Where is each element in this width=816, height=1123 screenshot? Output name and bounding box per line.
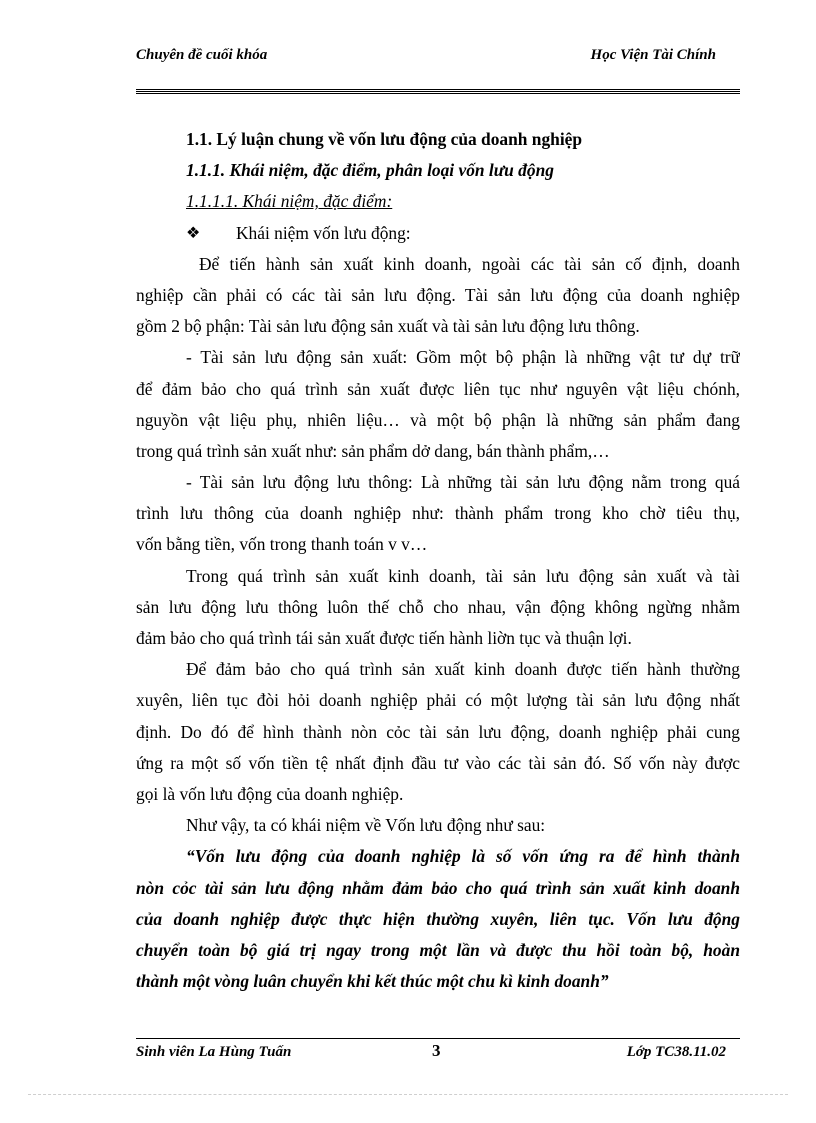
heading-3: 1.1.1.1. Khái niệm, đặc điểm: xyxy=(186,191,393,212)
header-left-title: Chuyên đề cuối khóa xyxy=(136,47,268,63)
paragraph-line: định. Do đó để hình thành nòn cỏc tài sản lưu động, doanh nghiệp phải cung xyxy=(136,721,740,742)
paragraph-line: Để đảm bảo cho quá trình sản xuất kinh doanh được tiến hành thường xyxy=(186,659,740,680)
footer-class-code: Lớp TC38.11.02 xyxy=(626,1044,726,1060)
footer-student-name: Sinh viên La Hùng Tuấn xyxy=(136,1044,292,1060)
paragraph-line: Như vậy, ta có khái niệm về Vốn lưu động như sau: xyxy=(186,815,546,836)
quote-line: của doanh nghiệp được thực hiện thường xuyên, liên tục. Vốn lưu động xyxy=(136,908,740,929)
paragraph-line: Trong quá trình sản xuất kinh doanh, tài sản lưu động sản xuất và tài xyxy=(186,565,740,586)
header-rule-mid xyxy=(136,91,740,92)
paragraph-line: - Tài sản lưu động sản xuất: Gồm một bộ phận là những vật tư dự trữ xyxy=(186,347,740,368)
quote-line: “Vốn lưu động của doanh nghiệp là số vốn ứng ra để hình thành xyxy=(186,846,740,867)
document-body xyxy=(136,124,740,997)
paragraph-line: nghiệp cần phải có các tài sản lưu động. Tài sản lưu động của doanh nghiệp xyxy=(136,284,740,305)
paragraph-line: đảm bảo cho quá trình tái sản xuất được tiến hành liờn tục và thuận lợi. xyxy=(136,628,632,648)
paragraph-line: vốn bằng tiền, vốn trong thanh toán v v… xyxy=(136,534,428,555)
quote-line: nòn cỏc tài sản lưu động nhằm đảm bảo cho quá trình sản xuất kinh doanh xyxy=(136,877,740,898)
heading-1: 1.1. Lý luận chung về vốn lưu động của doanh nghiệp xyxy=(186,129,583,149)
page-boundary-divider xyxy=(28,1094,788,1095)
page-number: 3 xyxy=(432,1041,441,1060)
bullet-text: Khái niệm vốn lưu động: xyxy=(236,222,411,243)
paragraph-line: ứng ra một số vốn tiền tệ nhất định đầu tư vào các tài sản đó. Số vốn này được xyxy=(136,752,740,773)
paragraph-line: Để tiến hành sản xuất kinh doanh, ngoài các tài sản cố định, doanh xyxy=(199,253,740,274)
bullet-item xyxy=(136,218,740,249)
page-header xyxy=(136,47,738,71)
paragraph-line: trình lưu thông của doanh nghiệp như: thành phẩm trong kho chờ tiêu thụ, xyxy=(136,503,740,524)
header-right-title: Học Viện Tài Chính xyxy=(590,47,716,63)
quote-line: chuyển toàn bộ giá trị ngay trong một lần và được thu hồi toàn bộ, hoàn xyxy=(136,939,740,960)
heading-2: 1.1.1. Khái niệm, đặc điểm, phân loại vốn lưu động xyxy=(186,160,554,181)
paragraph-line: nguyồn vật liệu phụ, nhiên liệu… và một bộ phận là những sản phẩm đang xyxy=(136,409,740,430)
diamond-bullet-icon: ❖ xyxy=(186,224,201,242)
paragraph-line: gồm 2 bộ phận: Tài sản lưu động sản xuất và tài sản lưu động lưu thông. xyxy=(136,316,640,337)
quote-line: thành một vòng luân chuyển khi kết thúc một chu kì kinh doanh” xyxy=(136,971,609,992)
paragraph-line: gọi là vốn lưu động của doanh nghiệp. xyxy=(136,783,404,804)
paragraph-line: xuyên, liên tục đòi hỏi doanh nghiệp phải có một lượng tài sản lưu động nhất xyxy=(136,690,740,711)
paragraph-line: - Tài sản lưu động lưu thông: Là những tài sản lưu động nằm trong quá xyxy=(186,472,740,493)
header-rule-bottom xyxy=(136,93,740,94)
header-rule-top xyxy=(136,89,740,90)
paragraph-line: để đảm bảo cho quá trình sản xuất được liên tục như nguyên vật liệu chónh, xyxy=(136,378,740,399)
paragraph-line: trong quá trình sản xuất như: sản phẩm dở dang, bán thành phẩm,… xyxy=(136,440,610,461)
footer-rule xyxy=(136,1038,740,1039)
paragraph-line: sản lưu động lưu thông luôn thế chỗ cho nhau, vận động không ngừng nhằm xyxy=(136,596,740,617)
